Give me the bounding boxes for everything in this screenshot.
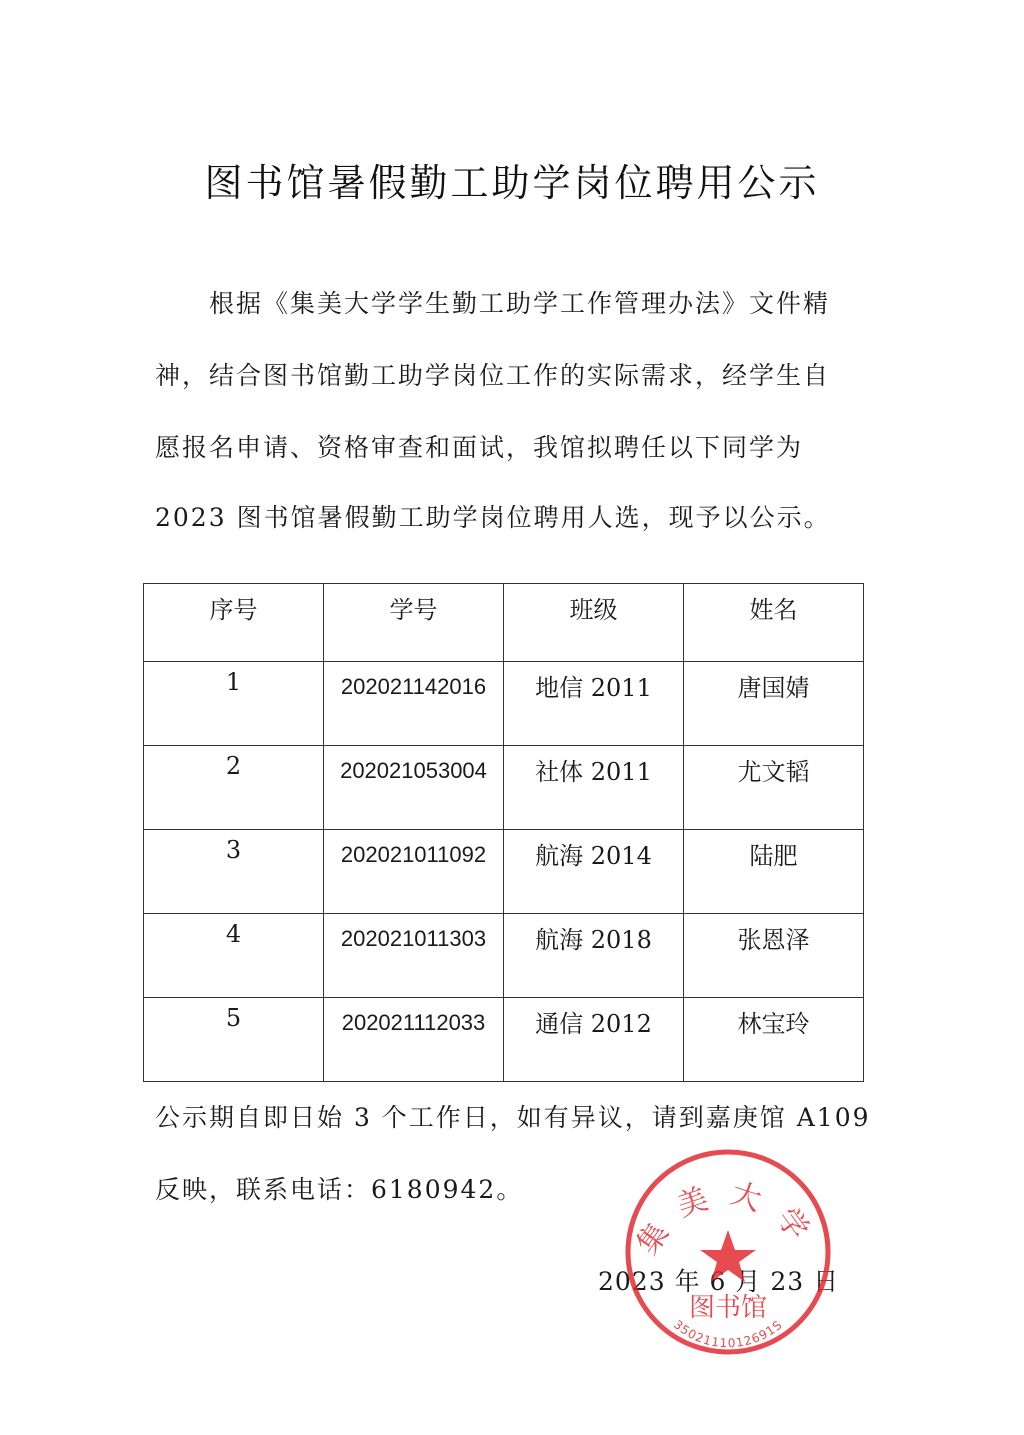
- cell-class: 通信 2012: [504, 998, 684, 1082]
- cell-no: 5: [144, 998, 324, 1082]
- table-row: [144, 998, 864, 1082]
- table-row: [144, 662, 864, 746]
- cell-no: 3: [144, 830, 324, 914]
- body-line-3: 愿报名申请、资格审查和面试，我馆拟聘任以下同学为: [155, 433, 804, 462]
- cell-student-id: 202021053004: [324, 746, 504, 830]
- hire-table: [143, 583, 864, 1082]
- cell-class: 社体 2011: [504, 746, 684, 830]
- seal-bottom-text: 图书馆: [688, 1293, 768, 1323]
- cell-name: 陆肥: [684, 830, 864, 914]
- seal-code: 3502111012691S: [670, 1317, 786, 1351]
- page-title: 图书馆暑假勤工助学岗位聘用公示: [204, 161, 820, 205]
- official-seal: [622, 1146, 834, 1358]
- cell-no: 4: [144, 914, 324, 998]
- cell-class: 航海 2018: [504, 914, 684, 998]
- cell-name: 张恩泽: [684, 914, 864, 998]
- cell-student-id: 202021112033: [324, 998, 504, 1082]
- issue-date: 2023 年 6 月 23 日: [598, 1267, 840, 1296]
- cell-class: 地信 2011: [504, 662, 684, 746]
- cell-class: 航海 2014: [504, 830, 684, 914]
- cell-no: 2: [144, 746, 324, 830]
- cell-name: 尤文韬: [684, 746, 864, 830]
- seal-top-text: 集美大学: [630, 1175, 826, 1262]
- header-class: 班级: [504, 584, 684, 662]
- cell-student-id: 202021011092: [324, 830, 504, 914]
- table-row: [144, 830, 864, 914]
- table-row: [144, 914, 864, 998]
- header-student-id: 学号: [324, 584, 504, 662]
- body-line-4: 2023 图书馆暑假勤工助学岗位聘用人选，现予以公示。: [155, 503, 831, 532]
- body-line-2: 神，结合图书馆勤工助学岗位工作的实际需求，经学生自: [155, 361, 831, 390]
- cell-student-id: 202021142016: [324, 662, 504, 746]
- cell-name: 唐国婧: [684, 662, 864, 746]
- body-line-1: 根据《集美大学学生勤工助学工作管理办法》文件精: [155, 289, 831, 318]
- star-icon: [700, 1230, 756, 1282]
- header-name: 姓名: [684, 584, 864, 662]
- table-header-row: [144, 584, 864, 662]
- cell-name: 林宝玲: [684, 998, 864, 1082]
- cell-student-id: 202021011303: [324, 914, 504, 998]
- notice-line-1: 公示期自即日始 3 个工作日，如有异议，请到嘉庚馆 A109: [155, 1103, 871, 1132]
- header-no: 序号: [144, 584, 324, 662]
- notice-line-2: 反映，联系电话：6180942。: [155, 1175, 524, 1204]
- table-row: [144, 746, 864, 830]
- cell-no: 1: [144, 662, 324, 746]
